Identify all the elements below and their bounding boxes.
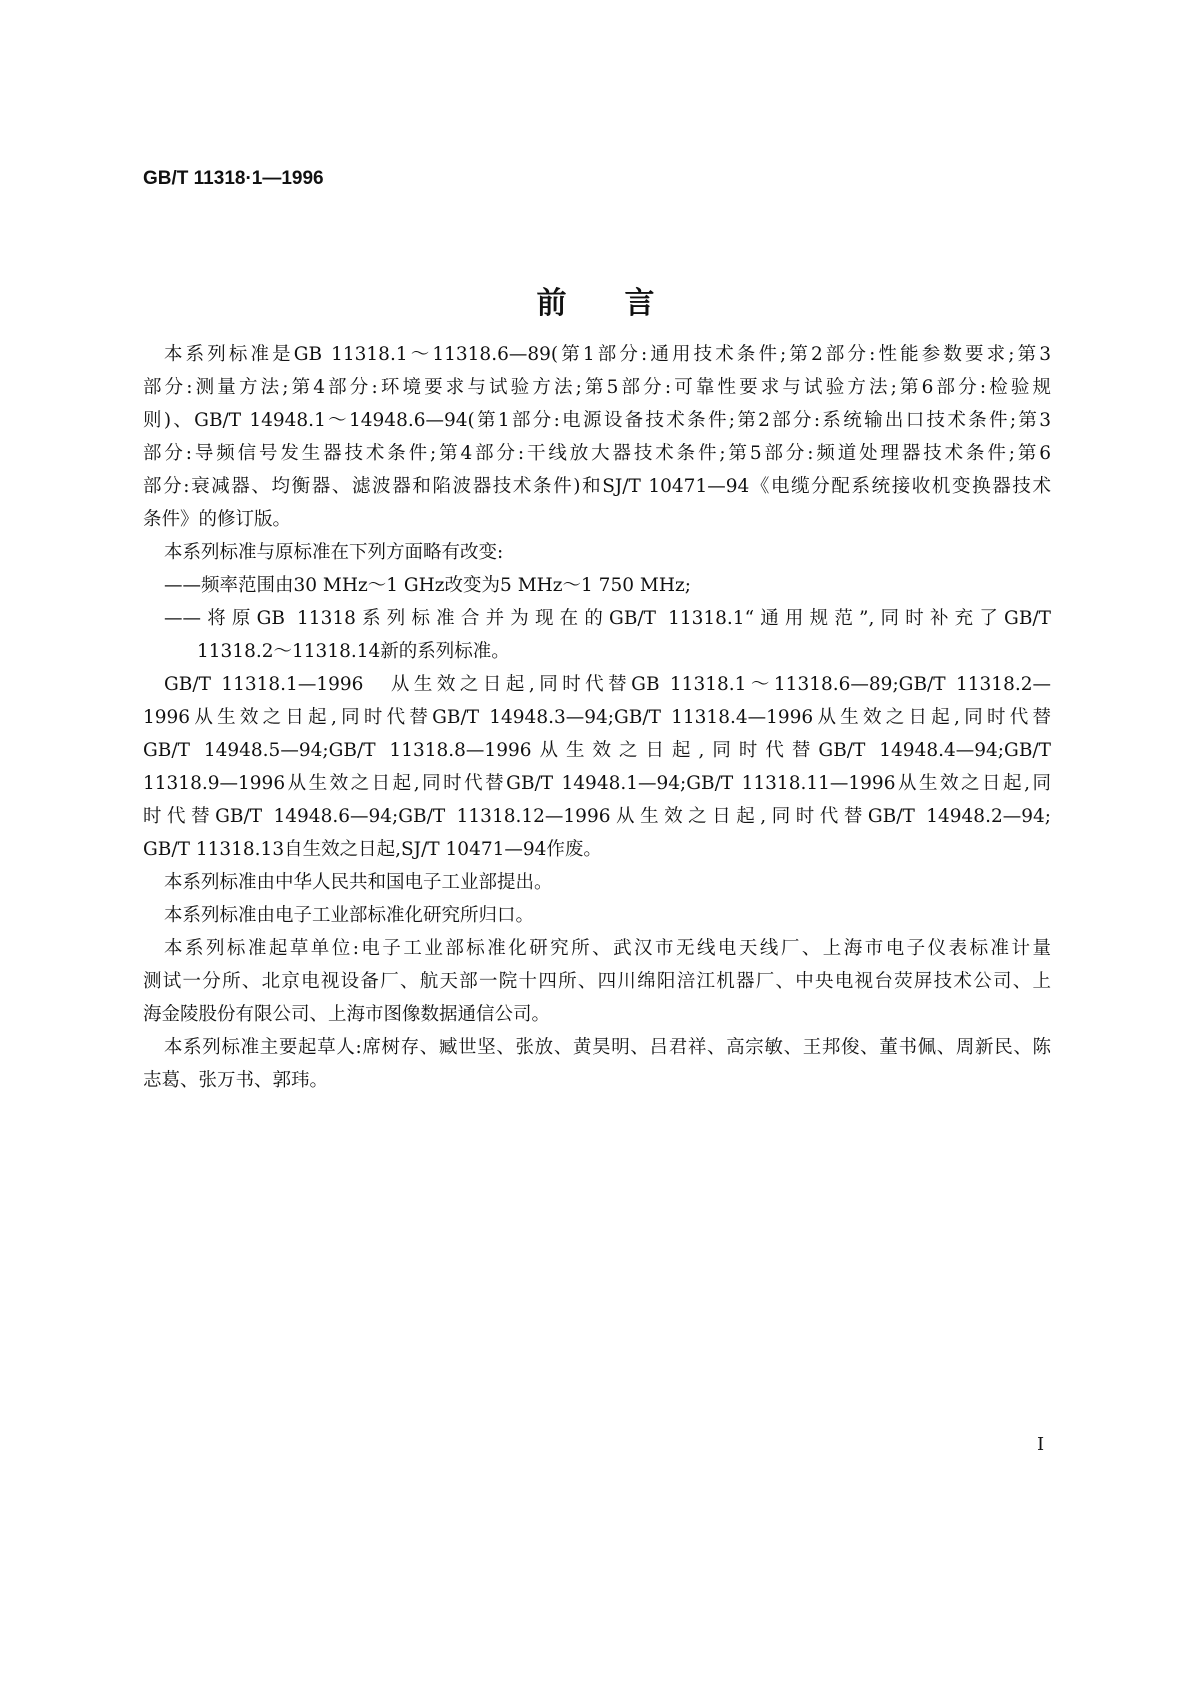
text-line: 本系列标准主要起草人:席树存、臧世坚、张放、黄昊明、吕君祥、高宗敏、王邦俊、董书佩、周新民、陈	[164, 1037, 1051, 1058]
text-line: GB/T 14948.5—94;GB/T 11318.8—1996从生效之日起,同时代替GB/T 14948.4—94;GB/T	[143, 740, 1051, 761]
text-line: GB/T 11318.13自生效之日起,SJ/T 10471—94作废。	[143, 839, 602, 860]
text-line: 部分:衰减器、均衡器、滤波器和陷波器技术条件)和SJ/T 10471—94《电缆分配系统接收机变换器技术	[143, 476, 1051, 497]
text-line: GB/T 11318.1—1996 从生效之日起,同时代替GB 11318.1～11318.6—89;GB/T 11318.2—	[164, 674, 1051, 695]
text-line: 本系列标准由中华人民共和国电子工业部提出。	[164, 872, 553, 893]
text-line: 本系列标准是GB 11318.1～11318.6—89(第1部分:通用技术条件;第2部分:性能参数要求;第3	[164, 344, 1051, 365]
text-line: 本系列标准起草单位:电子工业部标准化研究所、武汉市无线电天线厂、上海市电子仪表标准计量	[164, 938, 1051, 959]
text-line: 海金陵股份有限公司、上海市图像数据通信公司。	[143, 1004, 551, 1025]
standard-number-header: GB/T 11318·1—1996	[143, 168, 324, 189]
list-item: ——频率范围由30 MHz～1 GHz改变为5 MHz～1 750 MHz;	[164, 575, 691, 596]
text-line: 则)、GB/T 14948.1～14948.6—94(第1部分:电源设备技术条件;第2部分:系统输出口技术条件;第3	[143, 410, 1051, 431]
list-item: ——将原GB 11318系列标准合并为现在的GB/T 11318.1“通用规范”,同时补充了GB/T	[164, 608, 1051, 629]
text-line: 1996从生效之日起,同时代替GB/T 14948.3—94;GB/T 11318.4—1996从生效之日起,同时代替	[143, 707, 1051, 728]
text-line: 部分:导频信号发生器技术条件;第4部分:干线放大器技术条件;第5部分:频道处理器技术条件;第6	[143, 443, 1051, 464]
page-title: 前言	[536, 286, 713, 321]
text-line: 部分:测量方法;第4部分:环境要求与试验方法;第5部分:可靠性要求与试验方法;第6部分:检验规	[143, 377, 1051, 398]
text-line: 本系列标准与原标准在下列方面略有改变:	[164, 542, 504, 563]
text-line: 测试一分所、北京电视设备厂、航天部一院十四所、四川绵阳涪江机器厂、中央电视台荧屏技术公司、上	[143, 971, 1051, 992]
page-number: I	[1037, 1434, 1045, 1455]
text-line: 志葛、张万书、郭玮。	[143, 1070, 329, 1091]
text-line: 条件》的修订版。	[143, 509, 292, 530]
text-line: 本系列标准由电子工业部标准化研究所归口。	[164, 905, 535, 926]
text-line: 11318.2～11318.14新的系列标准。	[197, 641, 510, 662]
text-line: 时代替GB/T 14948.6—94;GB/T 11318.12—1996从生效之日起,同时代替GB/T 14948.2—94;	[143, 806, 1051, 827]
text-line: 11318.9—1996从生效之日起,同时代替GB/T 14948.1—94;GB/T 11318.11—1996从生效之日起,同	[143, 773, 1051, 794]
foreword-body	[143, 338, 1051, 1097]
